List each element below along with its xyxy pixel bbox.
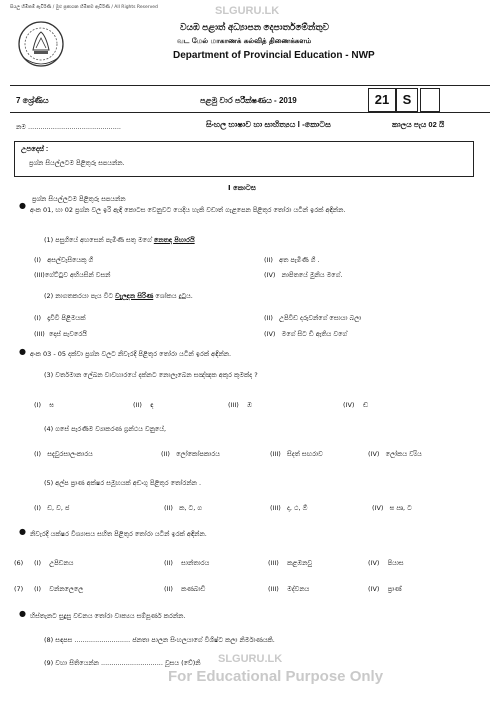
- option-text: නාපිතයේ මුනිය මගේ.: [281, 271, 343, 279]
- option-text: අත පැමිණි ගී .: [279, 256, 320, 264]
- q2-option-2[interactable]: [264, 314, 361, 323]
- option-number: (I): [34, 450, 41, 458]
- bullet-icon: ●: [19, 347, 26, 356]
- bullet-icon: ●: [19, 201, 26, 210]
- q1-option-1[interactable]: [34, 256, 93, 265]
- option-number: (II): [164, 504, 173, 512]
- org-name-english: Department of Provincial Education - NWP: [173, 50, 375, 61]
- paper-letter: S: [402, 92, 412, 107]
- section1-instruction: අංක 01, හා 02 ප්‍රශ්න වල ඉරි ඇඳි කොටස වෙනුවට යෙදිය හැකි වඩාත් ගැළපෙන පිළිතුර තෝරා යටින් ඉරක් අඳින්න.: [30, 206, 346, 214]
- option-text: මද්වනය: [287, 585, 310, 593]
- q2-underlined: වැලඳන සිරිණ: [115, 292, 154, 300]
- intro-text: ප්‍රශ්න සියල්ලටම පිළිතුරු සපයන්න: [32, 195, 126, 203]
- q7-option-1[interactable]: [34, 585, 83, 594]
- q4-option-1[interactable]: [34, 450, 93, 459]
- q1-option-2[interactable]: [264, 256, 320, 265]
- option-number: (I): [34, 559, 41, 567]
- option-text: ඩ, ව, ජ: [47, 504, 70, 512]
- option-text: සාන්තාරය: [181, 559, 210, 567]
- q3-option-3[interactable]: [228, 401, 252, 410]
- q3-option-1[interactable]: [34, 401, 54, 410]
- q7-option-3[interactable]: [268, 585, 309, 594]
- q1-text: [44, 236, 195, 245]
- option-text: ක, ට, ග: [179, 504, 202, 512]
- option-number: (IV): [368, 450, 380, 458]
- option-number: (I): [34, 401, 41, 409]
- q4-text: (4) ගසේ පැරණිම ව්‍යාකරණ ග්‍රන්ථය වනුයේ,: [44, 425, 167, 433]
- q6-number: (6): [14, 559, 24, 567]
- q2-option-1[interactable]: [34, 314, 86, 323]
- option-number: (I): [34, 585, 41, 593]
- section3-instruction: නිවැරදි යක්ෂර විශ්‍යාසය සහිත පිළිතුර තෝරා යටින් ඉරක් අඳින්න.: [30, 530, 207, 538]
- option-text: ද, ථ, ඕ: [287, 504, 308, 512]
- option-text: වන්නලෙලෙ: [49, 585, 84, 593]
- option-text: දෑවිවි පිළිමයක්: [47, 314, 86, 322]
- term-label: පළමු වාර පරීක්ෂණය - 2019: [200, 96, 297, 105]
- paper-code: 21: [374, 92, 390, 107]
- option-text: ප්‍රාණ්: [387, 585, 402, 593]
- copyright-note: සියලු හිමිකම් ඇවිරිණි / මුළු ප්‍රකාශන හිමිකම ඇවිරිණි / All Rights Reserved: [10, 5, 158, 10]
- q2-option-4[interactable]: [264, 330, 347, 339]
- org-name-sinhala: වයඹ පළාත් අධ්‍යාපන දෙපාර්තමේන්තුව: [180, 22, 330, 32]
- watermark-bottom: SLGURU.LK: [218, 653, 283, 665]
- instructions-title: උපදෙස් :: [21, 146, 49, 153]
- option-number: (II): [164, 559, 173, 567]
- instructions-box: [14, 141, 474, 177]
- option-text: ඹ: [247, 401, 252, 409]
- option-number: (III): [270, 450, 281, 458]
- q3-text: (3) වර්තමාන ලේඛන වාවහාරයේ දක්නට නොලැබෙන සඤ්ඤක අකුර කුමක්ද ?: [44, 371, 258, 379]
- option-number: (I): [34, 314, 41, 322]
- section4-instruction: හිස්තැනට සුදුසු වචනය තෝරා වාක්‍යය සම්පූර්ණ කරන්න.: [30, 612, 186, 620]
- option-text: මගේ සිට ඩී ඇතිය වගේ: [281, 330, 348, 338]
- option-number: (I): [34, 256, 41, 264]
- option-number: (IV): [368, 559, 380, 567]
- q5-option-2[interactable]: [164, 504, 202, 513]
- q9-text[interactable]: (9) වහා සිතියෙන්න .............................. වූසය (වේ)නි: [44, 659, 201, 667]
- q4-option-2[interactable]: [161, 450, 220, 459]
- subject-label: සිංහල භාෂාව හා සාහිත්‍යය I -කොටස: [206, 120, 331, 129]
- option-number: (II): [161, 450, 170, 458]
- watermark-bottom-sub: For Educational Purpose Only: [168, 668, 384, 685]
- option-number: (II): [133, 401, 142, 409]
- q1-option-3[interactable]: [34, 271, 110, 280]
- q5-option-4[interactable]: [372, 504, 412, 513]
- option-text: ගේට්ටුව අභියසින් වසන්: [44, 271, 111, 279]
- instructions-text: ප්‍රශ්න සියල්ලටම පිළිතුරු සපයන්න.: [29, 159, 125, 167]
- q4-option-4[interactable]: [368, 450, 422, 459]
- option-text: ඝ: [49, 401, 54, 409]
- option-number: (III): [34, 330, 45, 338]
- option-number: (II): [264, 314, 273, 322]
- part-title: I කොටස: [228, 184, 256, 192]
- option-text: ඳ: [150, 401, 154, 409]
- bullet-icon: ●: [19, 609, 26, 618]
- q6-option-2[interactable]: [164, 559, 209, 568]
- option-number: (II): [264, 256, 273, 264]
- option-number: (III): [268, 559, 279, 567]
- option-number: (III): [228, 401, 239, 409]
- org-name-tamil: வட மேல் மாகாணக் கல்வித் திணைக்களம்: [177, 37, 312, 45]
- option-number: (III): [270, 504, 281, 512]
- option-text: දොස් පැවරෙයි: [48, 330, 87, 338]
- option-text: සදැවුරසාලංකාරය: [47, 450, 93, 458]
- q1-stem: (1) පසුගියේ අහසෙන් පැමිණි සතු මගේ: [44, 236, 154, 244]
- option-text: ඝ ඍ, ට: [389, 504, 412, 512]
- q2-option-3[interactable]: [34, 330, 87, 339]
- time-label: කාලය පැය 02 යි: [392, 120, 445, 129]
- emblem-logo: [16, 18, 66, 70]
- option-number: (III): [34, 271, 45, 279]
- q7-option-2[interactable]: [164, 585, 205, 594]
- q2-stem: (2) නාගතකරයා පැය විට: [44, 292, 116, 300]
- q8-text[interactable]: (8) සඳපස ........................... ජනතා පාලන සිංහලයාගේ විශිෂ්ට කලා නිර්මාණයකි.: [44, 636, 275, 644]
- option-number: (IV): [372, 504, 384, 512]
- q2-text: [44, 292, 193, 301]
- q5-text: (5) අල්ප ප්‍රාණ අක්ෂර සමූහයක් අඩංගු පිළිතුර තෝරන්න .: [44, 479, 202, 487]
- option-text: කළඹනවු: [287, 559, 313, 567]
- option-text: උපිවිඩ දරුවන්ගේ සොයා බලා: [279, 314, 362, 322]
- q6-option-4[interactable]: [368, 559, 404, 568]
- option-text: ලෝකෝපකාරය: [176, 450, 220, 458]
- q1-underlined: නෙතඳ පිහාරයි: [153, 236, 195, 244]
- option-number: (IV): [264, 271, 276, 279]
- q3-option-4[interactable]: [343, 401, 368, 410]
- q6-option-1[interactable]: [34, 559, 73, 568]
- option-number: (II): [164, 585, 173, 593]
- q7-number: (7): [14, 585, 24, 593]
- option-text: කණබාඩි: [181, 585, 206, 593]
- option-text: අසල්වැසියෙකු ගී: [47, 256, 94, 264]
- q6-option-3[interactable]: [268, 559, 312, 568]
- bullet-icon: ●: [19, 527, 26, 536]
- option-text: සිදත් සඟරාව: [287, 450, 323, 458]
- paper-extra-box: [420, 88, 440, 112]
- q5-option-3[interactable]: [270, 504, 307, 513]
- option-number: (IV): [264, 330, 276, 338]
- option-number: (I): [34, 504, 41, 512]
- section2-instruction: අංක 03 - 05 දක්වා ප්‍රශ්න වලට නිවැරදි පිළිතුර තෝරා යටින් ඉරක් අඳින්න.: [30, 350, 232, 358]
- paper-letter-box: [396, 88, 418, 112]
- q2-stem-after: ශෝකය දුටුය.: [153, 292, 193, 300]
- q5-option-1[interactable]: [34, 504, 69, 513]
- watermark-top: SLGURU.LK: [215, 5, 280, 17]
- option-number: (IV): [343, 401, 355, 409]
- q3-option-2[interactable]: [133, 401, 154, 410]
- option-text: උපිඩනය: [49, 559, 74, 567]
- option-text: ලෝකය ව්‍යිය: [385, 450, 422, 458]
- student-name-field[interactable]: නම .............................................: [16, 123, 121, 131]
- q1-option-4[interactable]: [264, 271, 342, 280]
- option-text: පියාස: [387, 559, 404, 567]
- option-number: (III): [268, 585, 279, 593]
- option-number: (IV): [368, 585, 380, 593]
- paper-code-box: [368, 88, 396, 112]
- q4-option-3[interactable]: [270, 450, 323, 459]
- q7-option-4[interactable]: [368, 585, 402, 594]
- grade-label: 7 ශ්‍රේණිය: [16, 96, 49, 105]
- option-text: ඬ: [362, 401, 369, 409]
